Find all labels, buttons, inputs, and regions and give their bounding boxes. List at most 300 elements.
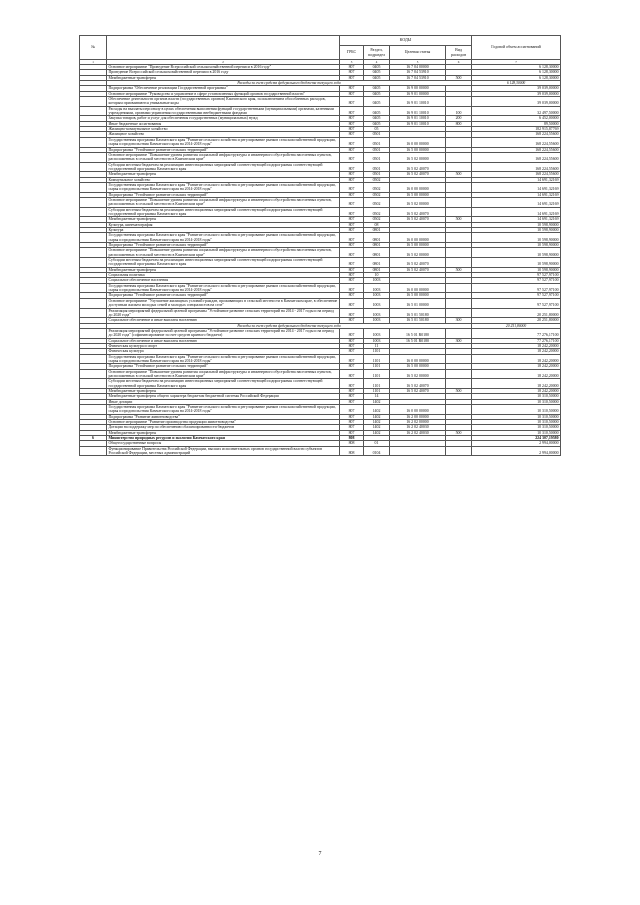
cell-name: Иные дотации	[107, 399, 340, 404]
cell-name: Основное мероприятие "Проведение Всероссийской сельскохозяйственной переписи в 2016 году"	[107, 65, 340, 70]
cell-sum: 6 128,30000	[472, 81, 561, 86]
cell-expense-type: 500	[446, 172, 472, 177]
cell-name: Субсидии местным бюджетам на реализацию инвестиционных мероприятий соответствующей подпрограммы соответствующей государственной программы Камчатского края	[107, 258, 340, 268]
col-header-vr: Вид расходов	[446, 46, 472, 60]
cell-target-article: 16 9 01 10010	[390, 116, 446, 121]
cell-target-article: 16 5 00 00000	[390, 147, 446, 152]
cell-section: 0502	[364, 192, 390, 197]
cell-expense-type: 800	[446, 121, 472, 126]
cell-num	[80, 197, 107, 207]
cell-section: 0405	[364, 121, 390, 126]
cell-name: Расходы на выплаты персоналу в целях обеспечения выполнения функций государственными (муниципальными) органами, казенными учреждениями, органами управления государственными внебюджетными фондами	[107, 106, 340, 116]
cell-name: Субсидии местным бюджетам на реализацию инвестиционных мероприятий соответствующей подпрограммы соответствующей государственной программы Камчатского края	[107, 379, 340, 389]
cell-name: Подпрограмма "Обеспечение реализации Государственной программы"	[107, 86, 340, 91]
cell-name: Государственная программа Камчатского края "Развитие сельского хозяйства и регулирование рынков сельскохозяйственной продукции, сырья и продовольствия Камчатского края на 2014-2018 годы"	[107, 233, 340, 243]
cell-name: Жилищно-коммунальное хозяйство	[107, 127, 340, 132]
cell-num	[80, 369, 107, 379]
col-header-grbs: ГРБС	[340, 46, 364, 60]
cell-sum: 14 691,32169	[472, 197, 561, 207]
cell-grbs: 807	[340, 106, 364, 116]
cell-section: 0104	[364, 446, 390, 456]
cell-name: Подпрограмма "Устойчивое развитие сельских территорий"	[107, 293, 340, 298]
cell-grbs: 807	[340, 328, 364, 338]
cell-target-article: 16 5 01 R0180	[390, 328, 446, 338]
cell-grbs: 807	[340, 267, 364, 272]
cell-expense-type	[446, 162, 472, 172]
table-row	[80, 197, 561, 207]
cell-name: Основное мероприятие "Развитие производства продукции животноводства"	[107, 420, 340, 425]
cell-sum: 20 251,80000	[472, 308, 561, 318]
cell-target-article: 16 5 01 50180	[390, 318, 446, 323]
cell-target-article: 16 5 02 00000	[390, 197, 446, 207]
cell-section: 0405	[364, 75, 390, 80]
cell-sum: 168 224,55600	[472, 172, 561, 177]
cell-num	[80, 283, 107, 293]
cell-section: 0405	[364, 91, 390, 96]
cell-sum: 14 691,32169	[472, 177, 561, 182]
cell-expense-type	[446, 97, 472, 107]
cell-name: Обеспечение деятельности органов власти (государственных органов) Камчатского края, за исключением обособленных расходов, которым присваиваются уникальные коды	[107, 97, 340, 107]
cell-grbs: 807	[340, 207, 364, 217]
cell-name: Коммунальное хозяйство	[107, 177, 340, 182]
cell-sum: 10 598,90000	[472, 258, 561, 268]
cell-name: Социальная политика	[107, 273, 340, 278]
cell-name: Государственная программа Камчатского края "Развитие сельского хозяйства и регулирование рынков сельскохозяйственной продукции, сырья и продовольствия Камчатского края на 2014-2018 годы"	[107, 405, 340, 415]
cell-name: Функционирование Правительства Российской Федерации, высших исполнительных органов государственной власти субъектов Российской Федерации, местных администраций	[107, 446, 340, 456]
cell-grbs: 807	[340, 379, 364, 389]
cell-grbs: 807	[340, 318, 364, 323]
cell-sum: 18 242,20000	[472, 369, 561, 379]
cell-section: 0801	[364, 248, 390, 258]
cell-target-article: 16 5 00 00000	[390, 243, 446, 248]
cell-sum: 6 452,00000	[472, 116, 561, 121]
cell-target-article: 16 2 02 40030	[390, 425, 446, 430]
cell-section: 08	[364, 222, 390, 227]
cell-expense-type	[446, 354, 472, 364]
table-row	[80, 379, 561, 389]
cell-grbs: 807	[340, 121, 364, 126]
cell-name: Подпрограмма "Устойчивое развитие сельских территорий"	[107, 243, 340, 248]
cell-expense-type: 500	[446, 217, 472, 222]
cell-target-article: 16 7 04 53910	[390, 75, 446, 80]
cell-sum: 39 039,00000	[472, 91, 561, 96]
cell-sum: 6 128,30000	[472, 75, 561, 80]
cell-grbs: 807	[340, 233, 364, 243]
cell-note: Расходы за счет средств федерального бюджета текущего года	[107, 81, 472, 86]
cell-expense-type	[446, 369, 472, 379]
cell-sum: 39 039,00000	[472, 97, 561, 107]
cell-name: Межбюджетные трансферты	[107, 430, 340, 435]
cell-name: Межбюджетные трансферты	[107, 267, 340, 272]
col-number: 1	[80, 60, 107, 65]
cell-name: Социальное обеспечение и иные выплаты населению	[107, 338, 340, 343]
cell-num: 6	[80, 436, 107, 441]
table-row	[80, 182, 561, 192]
cell-section: 0801	[364, 228, 390, 233]
cell-target-article: 16 5 02 40070	[390, 379, 446, 389]
cell-section: 01	[364, 441, 390, 446]
cell-expense-type	[446, 207, 472, 217]
cell-section: 0405	[364, 65, 390, 70]
cell-section: 0501	[364, 132, 390, 137]
cell-sum: 10 310,50000	[472, 414, 561, 419]
cell-name: Основное мероприятие "Руководство и управление в сфере установленных функций органов государственной власти"	[107, 91, 340, 96]
cell-name: Межбюджетные трансферты	[107, 75, 340, 80]
cell-sum: 32 497,50000	[472, 106, 561, 116]
cell-sum: 18 242,20000	[472, 349, 561, 354]
cell-sum: 168 224,55600	[472, 147, 561, 152]
cell-section: 0405	[364, 97, 390, 107]
cell-sum: 14 691,32169	[472, 217, 561, 222]
cell-section: 11	[364, 343, 390, 348]
cell-name: Социальное обеспечение и иные выплаты населению	[107, 318, 340, 323]
cell-expense-type: 200	[446, 116, 472, 121]
table-row	[80, 137, 561, 147]
cell-expense-type	[446, 258, 472, 268]
cell-target-article: 16 5 02 40070	[390, 207, 446, 217]
cell-grbs: 807	[340, 338, 364, 343]
cell-target-article: 16 5 02 40070	[390, 267, 446, 272]
cell-expense-type	[446, 233, 472, 243]
table-row	[80, 97, 561, 107]
cell-num	[80, 328, 107, 338]
cell-sum: 10 310,50000	[472, 405, 561, 415]
cell-name: Межбюджетные трансферты	[107, 389, 340, 394]
cell-target-article: 16 0 00 00000	[390, 137, 446, 147]
col-header-name	[107, 36, 340, 60]
cell-num	[80, 308, 107, 318]
cell-num	[80, 97, 107, 107]
table-body	[80, 65, 561, 456]
cell-section: 1101	[364, 364, 390, 369]
table-row	[80, 369, 561, 379]
cell-grbs: 807	[340, 127, 364, 132]
cell-grbs: 807	[340, 258, 364, 268]
cell-section: 1003	[364, 308, 390, 318]
cell-expense-type	[446, 197, 472, 207]
cell-name: Физическая культура	[107, 349, 340, 354]
table-row	[80, 207, 561, 217]
cell-sum: 14 691,32169	[472, 207, 561, 217]
cell-section: 0501	[364, 137, 390, 147]
col-number: 6	[446, 60, 472, 65]
cell-target-article: 16 5 02 40070	[390, 389, 446, 394]
cell-section: 1402	[364, 430, 390, 435]
cell-section: 05	[364, 127, 390, 132]
col-header-rzpr: Раздел, подраздел	[364, 46, 390, 60]
cell-section: 1101	[364, 354, 390, 364]
cell-section: 0801	[364, 258, 390, 268]
cell-sum: 18 242,20000	[472, 354, 561, 364]
cell-grbs: 807	[340, 293, 364, 298]
cell-grbs: 807	[340, 394, 364, 399]
cell-num	[80, 446, 107, 456]
cell-section: 1003	[364, 293, 390, 298]
cell-grbs: 807	[340, 430, 364, 435]
cell-sum: 2 994,00000	[472, 446, 561, 456]
cell-target-article: 16 7 04 53910	[390, 70, 446, 75]
cell-target-article: 16 5 02 40070	[390, 217, 446, 222]
cell-expense-type	[446, 137, 472, 147]
cell-name: Проведение Всероссийской сельскохозяйственной переписи в 2016 году	[107, 70, 340, 75]
cell-sum: 20 251,80000	[472, 323, 561, 328]
cell-sum: 77 276,17100	[472, 338, 561, 343]
cell-sum: 14 691,32169	[472, 182, 561, 192]
cell-target-article: 16 2 02 40030	[390, 430, 446, 435]
cell-sum: 168 224,55600	[472, 132, 561, 137]
cell-num	[80, 354, 107, 364]
cell-name: Министерство природных ресурсов и экологии Камчатского края	[107, 436, 340, 441]
cell-name: Дотации на поддержку мер по обеспечению сбалансированности бюджетов	[107, 425, 340, 430]
cell-sum: 10 598,90000	[472, 228, 561, 233]
cell-sum: 182 915,87769	[472, 127, 561, 132]
cell-sum: 39 039,00000	[472, 86, 561, 91]
cell-num	[80, 298, 107, 308]
cell-target-article: 16 5 00 00000	[390, 293, 446, 298]
cell-sum: 10 598,90000	[472, 233, 561, 243]
cell-section: 1101	[364, 369, 390, 379]
cell-sum: 97 527,97100	[472, 278, 561, 283]
cell-target-article	[390, 446, 446, 456]
cell-section: 0502	[364, 217, 390, 222]
cell-expense-type: 100	[446, 106, 472, 116]
cell-grbs: 807	[340, 172, 364, 177]
cell-grbs: 807	[340, 197, 364, 207]
cell-grbs: 807	[340, 369, 364, 379]
cell-num	[80, 152, 107, 162]
cell-grbs: 807	[340, 137, 364, 147]
cell-section: 1003	[364, 338, 390, 343]
cell-target-article: 16 5 02 40070	[390, 162, 446, 172]
cell-target-article: 16 5 02 00000	[390, 369, 446, 379]
cell-target-article: 16 9 01 10010	[390, 106, 446, 116]
cell-sum: 18 242,20000	[472, 389, 561, 394]
cell-expense-type	[446, 405, 472, 415]
cell-expense-type: 500	[446, 267, 472, 272]
cell-section: 1402	[364, 405, 390, 415]
cell-target-article: 16 0 00 00000	[390, 283, 446, 293]
cell-target-article: 16 5 02 40070	[390, 258, 446, 268]
cell-section: 0501	[364, 147, 390, 152]
table-row	[80, 258, 561, 268]
cell-grbs: 807	[340, 65, 364, 70]
cell-section: 1402	[364, 420, 390, 425]
cell-section: 0801	[364, 233, 390, 243]
cell-name: Общегосударственные вопросы	[107, 441, 340, 446]
cell-name: Культура	[107, 228, 340, 233]
cell-grbs: 807	[340, 70, 364, 75]
table-row	[80, 308, 561, 318]
cell-section: 0501	[364, 162, 390, 172]
cell-section: 0405	[364, 116, 390, 121]
cell-expense-type: 300	[446, 338, 472, 343]
cell-sum: 6 128,30000	[472, 65, 561, 70]
cell-grbs: 807	[340, 343, 364, 348]
table-row	[80, 405, 561, 415]
cell-target-article: 16 5 02 00000	[390, 248, 446, 258]
table-row	[80, 162, 561, 172]
cell-grbs: 807	[340, 349, 364, 354]
cell-section: 0502	[364, 207, 390, 217]
cell-num	[80, 405, 107, 415]
cell-name: Субсидии местным бюджетам на реализацию инвестиционных мероприятий соответствующей подпрограммы соответствующей государственной программы Камчатского края	[107, 162, 340, 172]
table-row	[80, 248, 561, 258]
cell-name: Закупка товаров, работ и услуг для обеспечения государственных (муниципальных) нужд	[107, 116, 340, 121]
cell-name: Основное мероприятие "Повышение уровня развития социальной инфраструктуры и инженерного обустройства населенных пунктов, расположенных в сельской местности в Камчатском крае"	[107, 248, 340, 258]
cell-grbs: 807	[340, 182, 364, 192]
cell-name: Государственная программа Камчатского края "Развитие сельского хозяйства и регулирование рынков сельскохозяйственной продукции, сырья и продовольствия Камчатского края на 2014-2018 годы"	[107, 354, 340, 364]
cell-target-article: 16 5 02 00000	[390, 152, 446, 162]
cell-expense-type: 500	[446, 75, 472, 80]
cell-section: 1003	[364, 283, 390, 293]
cell-grbs: 807	[340, 192, 364, 197]
cell-name: Культура, кинематография	[107, 222, 340, 227]
cell-sum: 10 598,90000	[472, 222, 561, 227]
cell-section: 1101	[364, 379, 390, 389]
cell-num	[80, 258, 107, 268]
cell-expense-type	[446, 308, 472, 318]
cell-grbs: 807	[340, 414, 364, 419]
cell-num	[80, 182, 107, 192]
cell-target-article: 16 0 00 00000	[390, 233, 446, 243]
cell-name: Межбюджетные трансферты	[107, 217, 340, 222]
cell-grbs: 807	[340, 222, 364, 227]
cell-section: 0405	[364, 106, 390, 116]
col-header-num: №	[80, 36, 107, 60]
cell-sum: 14 691,32169	[472, 192, 561, 197]
cell-expense-type	[446, 283, 472, 293]
table-row	[80, 233, 561, 243]
cell-sum: 18 242,20000	[472, 379, 561, 389]
cell-sum: 18 242,20000	[472, 343, 561, 348]
cell-grbs: 807	[340, 147, 364, 152]
cell-section: 10	[364, 273, 390, 278]
cell-grbs: 807	[340, 273, 364, 278]
cell-expense-type	[446, 379, 472, 389]
cell-target-article: 16 5 01 50180	[390, 308, 446, 318]
table-row	[80, 446, 561, 456]
cell-sum: 224 307,19580	[472, 436, 561, 441]
cell-section: 1003	[364, 278, 390, 283]
cell-sum: 168 224,55600	[472, 162, 561, 172]
cell-section: 1101	[364, 349, 390, 354]
cell-grbs: 807	[340, 354, 364, 364]
cell-name: Жилищное хозяйство	[107, 132, 340, 137]
cell-target-article: 16 9 01 00000	[390, 91, 446, 96]
cell-grbs: 807	[340, 217, 364, 222]
cell-section: 1003	[364, 298, 390, 308]
cell-name: Субсидии местным бюджетам на реализацию инвестиционных мероприятий соответствующей подпрограммы соответствующей государственной программы Камчатского края	[107, 207, 340, 217]
cell-grbs: 807	[340, 132, 364, 137]
cell-name: Основное мероприятие "Повышение уровня развития социальной инфраструктуры и инженерного обустройства населенных пунктов, расположенных в сельской местности в Камчатском крае"	[107, 152, 340, 162]
cell-grbs: 807	[340, 420, 364, 425]
cell-grbs: 807	[340, 91, 364, 96]
cell-target-article: 16 9 01 10010	[390, 121, 446, 126]
cell-expense-type: 500	[446, 430, 472, 435]
cell-grbs: 807	[340, 248, 364, 258]
cell-grbs: 807	[340, 177, 364, 182]
cell-name: Основное мероприятие "Улучшение жилищных условий граждан, проживающих в сельской местности в Камчатском крае, в обеспечение доступным жильем молодых семей и молодых специалистов на селе"	[107, 298, 340, 308]
col-number: 2	[107, 60, 340, 65]
cell-sum: 89,50000	[472, 121, 561, 126]
cell-grbs: 807	[340, 278, 364, 283]
cell-sum: 10 310,50000	[472, 394, 561, 399]
cell-target-article: 16 5 01 R0180	[390, 338, 446, 343]
cell-name: Подпрограмма "Развитие животноводства"	[107, 414, 340, 419]
cell-name: Основное мероприятие "Повышение уровня развития социальной инфраструктуры и инженерного обустройства населенных пунктов, расположенных в сельской местности в Камчатском крае"	[107, 369, 340, 379]
cell-name: Государственная программа Камчатского края "Развитие сельского хозяйства и регулирование рынков сельскохозяйственной продукции, сырья и продовольствия Камчатского края на 2014-2018 годы"	[107, 283, 340, 293]
cell-target-article: 16 5 00 00000	[390, 192, 446, 197]
cell-name: Подпрограмма "Устойчивое развитие сельских территорий"	[107, 192, 340, 197]
cell-sum: 10 310,50000	[472, 430, 561, 435]
cell-sum: 97 527,97100	[472, 298, 561, 308]
cell-num	[80, 106, 107, 116]
cell-sum: 2 994,00000	[472, 441, 561, 446]
cell-target-article: 16 7 04 00000	[390, 65, 446, 70]
cell-expense-type	[446, 328, 472, 338]
cell-section: 0801	[364, 243, 390, 248]
cell-target-article: 16 9 01 10010	[390, 97, 446, 107]
cell-target-article: 16 5 00 00000	[390, 364, 446, 369]
cell-name: Подпрограмма "Устойчивое развитие сельских территорий"	[107, 364, 340, 369]
cell-section: 0801	[364, 267, 390, 272]
cell-sum: 97 527,97100	[472, 273, 561, 278]
cell-expense-type	[446, 248, 472, 258]
cell-section: 1402	[364, 425, 390, 430]
cell-section: 0502	[364, 177, 390, 182]
cell-grbs: 807	[340, 116, 364, 121]
cell-grbs: 807	[340, 283, 364, 293]
table-row	[80, 283, 561, 293]
cell-section: 1101	[364, 389, 390, 394]
cell-target-article: 16 0 00 00000	[390, 405, 446, 415]
cell-grbs: 807	[340, 86, 364, 91]
cell-grbs: 807	[340, 152, 364, 162]
budget-document	[79, 35, 560, 456]
table-row	[80, 354, 561, 364]
table-row	[80, 328, 561, 338]
table-row	[80, 106, 561, 116]
cell-sum: 97 527,97100	[472, 283, 561, 293]
cell-target-article: 16 5 02 40070	[390, 172, 446, 177]
cell-grbs: 807	[340, 228, 364, 233]
cell-name: Основное мероприятие "Повышение уровня развития социальной инфраструктуры и инженерного обустройства населенных пунктов, расположенных в сельской местности в Камчатском крае"	[107, 197, 340, 207]
cell-sum: 6 128,30000	[472, 70, 561, 75]
cell-sum: 10 310,50000	[472, 399, 561, 404]
cell-grbs: 808	[340, 436, 364, 441]
cell-grbs: 807	[340, 399, 364, 404]
cell-grbs: 807	[340, 425, 364, 430]
cell-expense-type: 300	[446, 318, 472, 323]
cell-num	[80, 137, 107, 147]
cell-expense-type	[446, 152, 472, 162]
col-number: 5	[390, 60, 446, 65]
cell-sum: 77 276,17100	[472, 328, 561, 338]
cell-num	[80, 233, 107, 243]
cell-target-article: 16 9 00 00000	[390, 86, 446, 91]
cell-section: 1003	[364, 318, 390, 323]
table-row	[80, 298, 561, 308]
cell-note: Расходы за счет средств федерального бюджета текущего года	[107, 323, 472, 328]
cell-target-article: 16 2 00 00000	[390, 414, 446, 419]
cell-name: Межбюджетные трансферты общего характера бюджетам бюджетной системы Российской Федерации	[107, 394, 340, 399]
cell-name: Подпрограмма "Устойчивое развитие сельских территорий"	[107, 147, 340, 152]
cell-name: Физическая культура и спорт	[107, 343, 340, 348]
cell-section: 0405	[364, 70, 390, 75]
cell-expense-type	[446, 182, 472, 192]
col-number: 7	[472, 60, 561, 65]
cell-sum: 168 224,55600	[472, 137, 561, 147]
